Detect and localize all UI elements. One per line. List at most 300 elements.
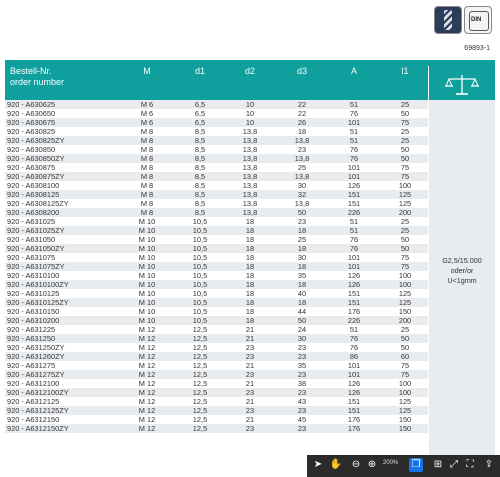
header-l1: l1 (401, 66, 409, 76)
cell-d3: 45 (297, 415, 307, 424)
cell-d3: 18 (297, 127, 307, 136)
header-icons (422, 6, 492, 62)
cell-d3: 13,8 (294, 136, 310, 145)
cell-l1: 50 (400, 244, 410, 253)
cell-a: 176 (347, 424, 361, 433)
hand-icon[interactable]: ✋ (329, 459, 343, 470)
balance-spec-cell: G2,5/15.000 oder/or U<1gmm (428, 100, 495, 467)
cell-a: 101 (347, 118, 361, 127)
cell-d1: 10,5 (192, 253, 208, 262)
cell-l1: 125 (398, 190, 412, 199)
table-row (5, 307, 495, 316)
cell-d1: 12,5 (192, 361, 208, 370)
cell-l1: 75 (400, 253, 410, 262)
table-row (5, 298, 495, 307)
header-m: M (143, 66, 151, 76)
share-icon[interactable]: ⇪ (484, 459, 494, 470)
table-row (5, 343, 495, 352)
cell-order: 920 - A6310150 (7, 307, 60, 316)
table-row (5, 253, 495, 262)
table-row (5, 289, 495, 298)
cell-l1: 75 (400, 172, 410, 181)
cell-l1: 50 (400, 235, 410, 244)
table-row (5, 415, 495, 424)
cell-d1: 8,5 (194, 190, 206, 199)
cell-d2: 18 (245, 262, 255, 271)
cell-d2: 23 (245, 406, 255, 415)
zoom-level: 200% (383, 460, 399, 466)
cell-d3: 23 (297, 424, 307, 433)
cell-order: 920 - A6310200 (7, 316, 60, 325)
cell-l1: 200 (398, 316, 412, 325)
cell-a: 151 (347, 199, 361, 208)
cell-order: 920 - A631050 (7, 235, 56, 244)
cell-l1: 125 (398, 199, 412, 208)
table-row (5, 388, 495, 397)
cell-l1: 25 (400, 217, 410, 226)
cell-m: M 6 (140, 109, 154, 118)
cell-order: 920 - A6310125 (7, 289, 60, 298)
cell-d1: 8,5 (194, 154, 206, 163)
cell-a: 76 (349, 109, 359, 118)
cell-m: M 8 (140, 172, 154, 181)
table-row (5, 361, 495, 370)
header-d3: d3 (296, 66, 307, 76)
header-d2: d2 (244, 66, 255, 76)
cell-d3: 18 (297, 226, 307, 235)
cell-d1: 10,5 (192, 307, 208, 316)
cell-a: 51 (349, 217, 359, 226)
cell-l1: 50 (400, 343, 410, 352)
cell-d2: 23 (245, 388, 255, 397)
cell-d2: 13,8 (242, 154, 258, 163)
cell-d3: 22 (297, 109, 307, 118)
cell-order: 920 - A6308125 (7, 190, 60, 199)
cell-d2: 21 (245, 361, 255, 370)
table-row (5, 226, 495, 235)
cell-d1: 8,5 (194, 163, 206, 172)
cell-m: M 10 (138, 262, 156, 271)
cell-order: 920 - A630875ZY (7, 172, 65, 181)
cell-l1: 100 (398, 388, 412, 397)
cell-d1: 12,5 (192, 415, 208, 424)
cell-a: 86 (349, 352, 359, 361)
cell-d2: 18 (245, 253, 255, 262)
cell-d3: 23 (297, 370, 307, 379)
cell-order: 920 - A631260ZY (7, 352, 65, 361)
cell-m: M 8 (140, 145, 154, 154)
table-row (5, 325, 495, 334)
table-row (5, 262, 495, 271)
cell-l1: 25 (400, 226, 410, 235)
cell-l1: 125 (398, 397, 412, 406)
cell-m: M 8 (140, 181, 154, 190)
cell-m: M 10 (138, 316, 156, 325)
cell-d2: 10 (245, 118, 255, 127)
cell-a: 76 (349, 244, 359, 253)
spec-table (5, 60, 495, 433)
cell-d3: 23 (297, 343, 307, 352)
cell-d2: 18 (245, 271, 255, 280)
cell-l1: 75 (400, 361, 410, 370)
cell-order: 920 - A631275ZY (7, 370, 65, 379)
table-row (5, 334, 495, 343)
cell-d3: 30 (297, 253, 307, 262)
cell-order: 920 - A631250ZY (7, 343, 65, 352)
din-icon: DIN (464, 6, 492, 34)
cell-d3: 32 (297, 190, 307, 199)
cell-l1: 150 (398, 415, 412, 424)
cell-d1: 8,5 (194, 136, 206, 145)
cell-d2: 18 (245, 235, 255, 244)
cell-l1: 60 (400, 352, 410, 361)
cell-d2: 13,8 (242, 136, 258, 145)
cell-a: 51 (349, 325, 359, 334)
cell-d1: 8,5 (194, 127, 206, 136)
table-row (5, 154, 495, 163)
cell-d1: 12,5 (192, 406, 208, 415)
cell-order: 920 - A630850ZY (7, 154, 65, 163)
cell-a: 51 (349, 226, 359, 235)
cell-d3: 23 (297, 145, 307, 154)
cell-m: M 10 (138, 235, 156, 244)
cell-d1: 12,5 (192, 370, 208, 379)
cell-order: 920 - A631025 (7, 217, 56, 226)
cell-a: 126 (347, 181, 361, 190)
cell-d1: 12,5 (192, 343, 208, 352)
cell-order: 920 - A6312100 (7, 379, 60, 388)
cell-a: 151 (347, 298, 361, 307)
cell-l1: 50 (400, 109, 410, 118)
table-row (5, 244, 495, 253)
cell-a: 51 (349, 100, 359, 109)
cell-d1: 10,5 (192, 235, 208, 244)
cell-d2: 18 (245, 289, 255, 298)
table-row (5, 127, 495, 136)
cell-d3: 18 (297, 244, 307, 253)
header-d1: d1 (194, 66, 205, 76)
table-row (5, 145, 495, 154)
cell-a: 101 (347, 253, 361, 262)
table-row (5, 217, 495, 226)
cell-d3: 50 (297, 208, 307, 217)
pointer-icon[interactable]: ➤ (313, 459, 323, 470)
cell-d1: 12,5 (192, 397, 208, 406)
cell-m: M 12 (138, 334, 156, 343)
cell-d1: 10,5 (192, 298, 208, 307)
cell-l1: 75 (400, 262, 410, 271)
cell-d1: 6,5 (194, 118, 206, 127)
cell-l1: 150 (398, 424, 412, 433)
cell-a: 226 (347, 316, 361, 325)
cell-m: M 12 (138, 406, 156, 415)
table-row (5, 397, 495, 406)
cell-d2: 18 (245, 280, 255, 289)
cell-d1: 12,5 (192, 352, 208, 361)
cell-d3: 38 (297, 379, 307, 388)
table-row (5, 118, 495, 127)
cell-order: 920 - A6308100 (7, 181, 60, 190)
table-row (5, 136, 495, 145)
cell-a: 151 (347, 406, 361, 415)
cell-d3: 35 (297, 271, 307, 280)
cell-d2: 23 (245, 352, 255, 361)
cell-d2: 18 (245, 217, 255, 226)
zoom-out-icon[interactable]: ⊖ (351, 459, 361, 470)
cell-d3: 30 (297, 334, 307, 343)
cell-d1: 10,5 (192, 280, 208, 289)
cell-order: 920 - A6308125ZY (7, 199, 69, 208)
cell-m: M 10 (138, 271, 156, 280)
table-row (5, 199, 495, 208)
cell-order: 920 - A631075ZY (7, 262, 65, 271)
cell-d1: 12,5 (192, 379, 208, 388)
table-body (5, 100, 495, 433)
cell-order: 920 - A630675 (7, 118, 56, 127)
cell-d3: 35 (297, 361, 307, 370)
cell-d1: 8,5 (194, 181, 206, 190)
cell-order: 920 - A6310100ZY (7, 280, 69, 289)
cell-d1: 10,5 (192, 226, 208, 235)
cell-d2: 13,8 (242, 190, 258, 199)
cell-l1: 25 (400, 325, 410, 334)
cell-d2: 10 (245, 109, 255, 118)
cell-l1: 75 (400, 118, 410, 127)
cell-l1: 100 (398, 280, 412, 289)
cell-a: 51 (349, 136, 359, 145)
header-order-number: Bestell-Nr. order number (10, 66, 65, 87)
table-row (5, 271, 495, 280)
cell-d3: 25 (297, 235, 307, 244)
cell-a: 126 (347, 388, 361, 397)
cell-d3: 13,8 (294, 172, 310, 181)
zoom-in-icon[interactable]: ⊕ (367, 459, 377, 470)
cell-m: M 12 (138, 352, 156, 361)
cell-l1: 100 (398, 271, 412, 280)
cell-order: 920 - A6312100ZY (7, 388, 69, 397)
cell-l1: 100 (398, 379, 412, 388)
cell-l1: 125 (398, 298, 412, 307)
balance-scale-icon (444, 72, 480, 98)
cell-order: 920 - A6310100 (7, 271, 60, 280)
cell-l1: 75 (400, 370, 410, 379)
cell-d1: 8,5 (194, 199, 206, 208)
table-row (5, 163, 495, 172)
cell-order: 920 - A6310125ZY (7, 298, 69, 307)
cell-d3: 23 (297, 352, 307, 361)
cell-order: 920 - A630650 (7, 109, 56, 118)
drill-icon (434, 6, 462, 34)
cell-d3: 22 (297, 100, 307, 109)
cell-d2: 18 (245, 307, 255, 316)
cell-m: M 8 (140, 199, 154, 208)
cell-d2: 21 (245, 397, 255, 406)
cell-d2: 21 (245, 379, 255, 388)
cell-order: 920 - A6312125ZY (7, 406, 69, 415)
cell-m: M 10 (138, 289, 156, 298)
cell-l1: 150 (398, 307, 412, 316)
cell-order: 920 - A631075 (7, 253, 56, 262)
cell-d3: 13,8 (294, 154, 310, 163)
cell-l1: 25 (400, 136, 410, 145)
cell-order: 920 - A6312125 (7, 397, 60, 406)
copy-icon[interactable]: ❐ (409, 458, 423, 472)
table-row (5, 190, 495, 199)
cell-d3: 50 (297, 316, 307, 325)
cell-d2: 23 (245, 424, 255, 433)
table-row (5, 424, 495, 433)
cell-a: 151 (347, 289, 361, 298)
table-row (5, 379, 495, 388)
cell-m: M 12 (138, 415, 156, 424)
cell-m: M 8 (140, 154, 154, 163)
cell-a: 101 (347, 172, 361, 181)
cell-d3: 30 (297, 181, 307, 190)
cell-m: M 10 (138, 298, 156, 307)
cell-d2: 18 (245, 226, 255, 235)
cell-m: M 10 (138, 244, 156, 253)
cell-m: M 10 (138, 280, 156, 289)
cell-d3: 25 (297, 163, 307, 172)
cell-m: M 8 (140, 190, 154, 199)
cell-order: 920 - A630875 (7, 163, 56, 172)
table-row (5, 208, 495, 217)
cell-order: 920 - A631250 (7, 334, 56, 343)
cell-d2: 18 (245, 298, 255, 307)
cell-d1: 10,5 (192, 217, 208, 226)
cell-d3: 18 (297, 280, 307, 289)
cell-l1: 25 (400, 100, 410, 109)
cell-m: M 8 (140, 127, 154, 136)
cell-d2: 18 (245, 316, 255, 325)
cell-d2: 10 (245, 100, 255, 109)
cell-a: 76 (349, 334, 359, 343)
cell-l1: 50 (400, 154, 410, 163)
cell-a: 176 (347, 415, 361, 424)
fullscreen-icon[interactable]: ⛶ (466, 459, 474, 470)
cell-a: 101 (347, 262, 361, 271)
cell-d3: 24 (297, 325, 307, 334)
cell-d3: 13,8 (294, 199, 310, 208)
cell-order: 920 - A631025ZY (7, 226, 65, 235)
cell-m: M 6 (140, 100, 154, 109)
cell-d2: 23 (245, 370, 255, 379)
cell-d2: 13,8 (242, 172, 258, 181)
table-row (5, 172, 495, 181)
cell-a: 101 (347, 163, 361, 172)
cell-d2: 23 (245, 343, 255, 352)
cell-l1: 100 (398, 181, 412, 190)
cell-a: 176 (347, 307, 361, 316)
cell-l1: 75 (400, 163, 410, 172)
cell-m: M 8 (140, 136, 154, 145)
cell-d2: 21 (245, 415, 255, 424)
cell-a: 151 (347, 190, 361, 199)
header-a: A (350, 66, 357, 76)
cell-d1: 6,5 (194, 100, 206, 109)
cell-d3: 23 (297, 406, 307, 415)
cell-m: M 10 (138, 217, 156, 226)
cell-d2: 13,8 (242, 208, 258, 217)
table-row (5, 181, 495, 190)
cell-d1: 10,5 (192, 316, 208, 325)
cell-order: 920 - A6312150ZY (7, 424, 69, 433)
cell-l1: 125 (398, 406, 412, 415)
cell-d1: 12,5 (192, 388, 208, 397)
cell-m: M 6 (140, 118, 154, 127)
cell-a: 51 (349, 127, 359, 136)
cell-a: 151 (347, 397, 361, 406)
cell-d2: 13,8 (242, 127, 258, 136)
cell-m: M 10 (138, 253, 156, 262)
cell-d2: 13,8 (242, 181, 258, 190)
cell-l1: 200 (398, 208, 412, 217)
cell-a: 76 (349, 145, 359, 154)
cell-d3: 18 (297, 298, 307, 307)
cell-a: 76 (349, 235, 359, 244)
cell-d2: 13,8 (242, 145, 258, 154)
expand-icon[interactable]: ⤢ (450, 459, 458, 470)
cell-order: 920 - A631275 (7, 361, 56, 370)
cell-d1: 12,5 (192, 325, 208, 334)
cell-d1: 10,5 (192, 262, 208, 271)
table-row (5, 100, 495, 109)
cell-d1: 10,5 (192, 244, 208, 253)
cell-l1: 50 (400, 334, 410, 343)
cell-a: 126 (347, 280, 361, 289)
cell-a: 76 (349, 154, 359, 163)
cell-m: M 12 (138, 379, 156, 388)
cell-d1: 10,5 (192, 271, 208, 280)
cell-d2: 21 (245, 334, 255, 343)
cell-m: M 12 (138, 325, 156, 334)
cell-l1: 125 (398, 289, 412, 298)
cell-order: 920 - A6308200 (7, 208, 60, 217)
cell-order: 920 - A630825 (7, 127, 56, 136)
cell-d1: 12,5 (192, 334, 208, 343)
cell-order: 920 - A630625 (7, 100, 56, 109)
fit-page-icon[interactable]: ⊞ (433, 459, 443, 470)
cell-order: 920 - A630850 (7, 145, 56, 154)
cell-m: M 8 (140, 208, 154, 217)
cell-m: M 10 (138, 226, 156, 235)
table-header (5, 60, 495, 100)
cell-d2: 13,8 (242, 163, 258, 172)
cell-a: 226 (347, 208, 361, 217)
cell-a: 126 (347, 271, 361, 280)
cell-m: M 12 (138, 361, 156, 370)
cell-m: M 12 (138, 343, 156, 352)
table-row (5, 406, 495, 415)
cell-a: 101 (347, 361, 361, 370)
product-code: 69893-1 (464, 45, 490, 52)
cell-d2: 21 (245, 325, 255, 334)
cell-m: M 10 (138, 307, 156, 316)
table-row (5, 316, 495, 325)
cell-order: 920 - A631050ZY (7, 244, 65, 253)
cell-d3: 23 (297, 217, 307, 226)
table-row (5, 370, 495, 379)
cell-d1: 8,5 (194, 172, 206, 181)
cell-order: 920 - A630825ZY (7, 136, 65, 145)
table-row (5, 280, 495, 289)
viewer-toolbar (307, 455, 500, 477)
cell-m: M 12 (138, 370, 156, 379)
table-row (5, 109, 495, 118)
cell-a: 76 (349, 343, 359, 352)
cell-d3: 43 (297, 397, 307, 406)
cell-order: 920 - A631225 (7, 325, 56, 334)
